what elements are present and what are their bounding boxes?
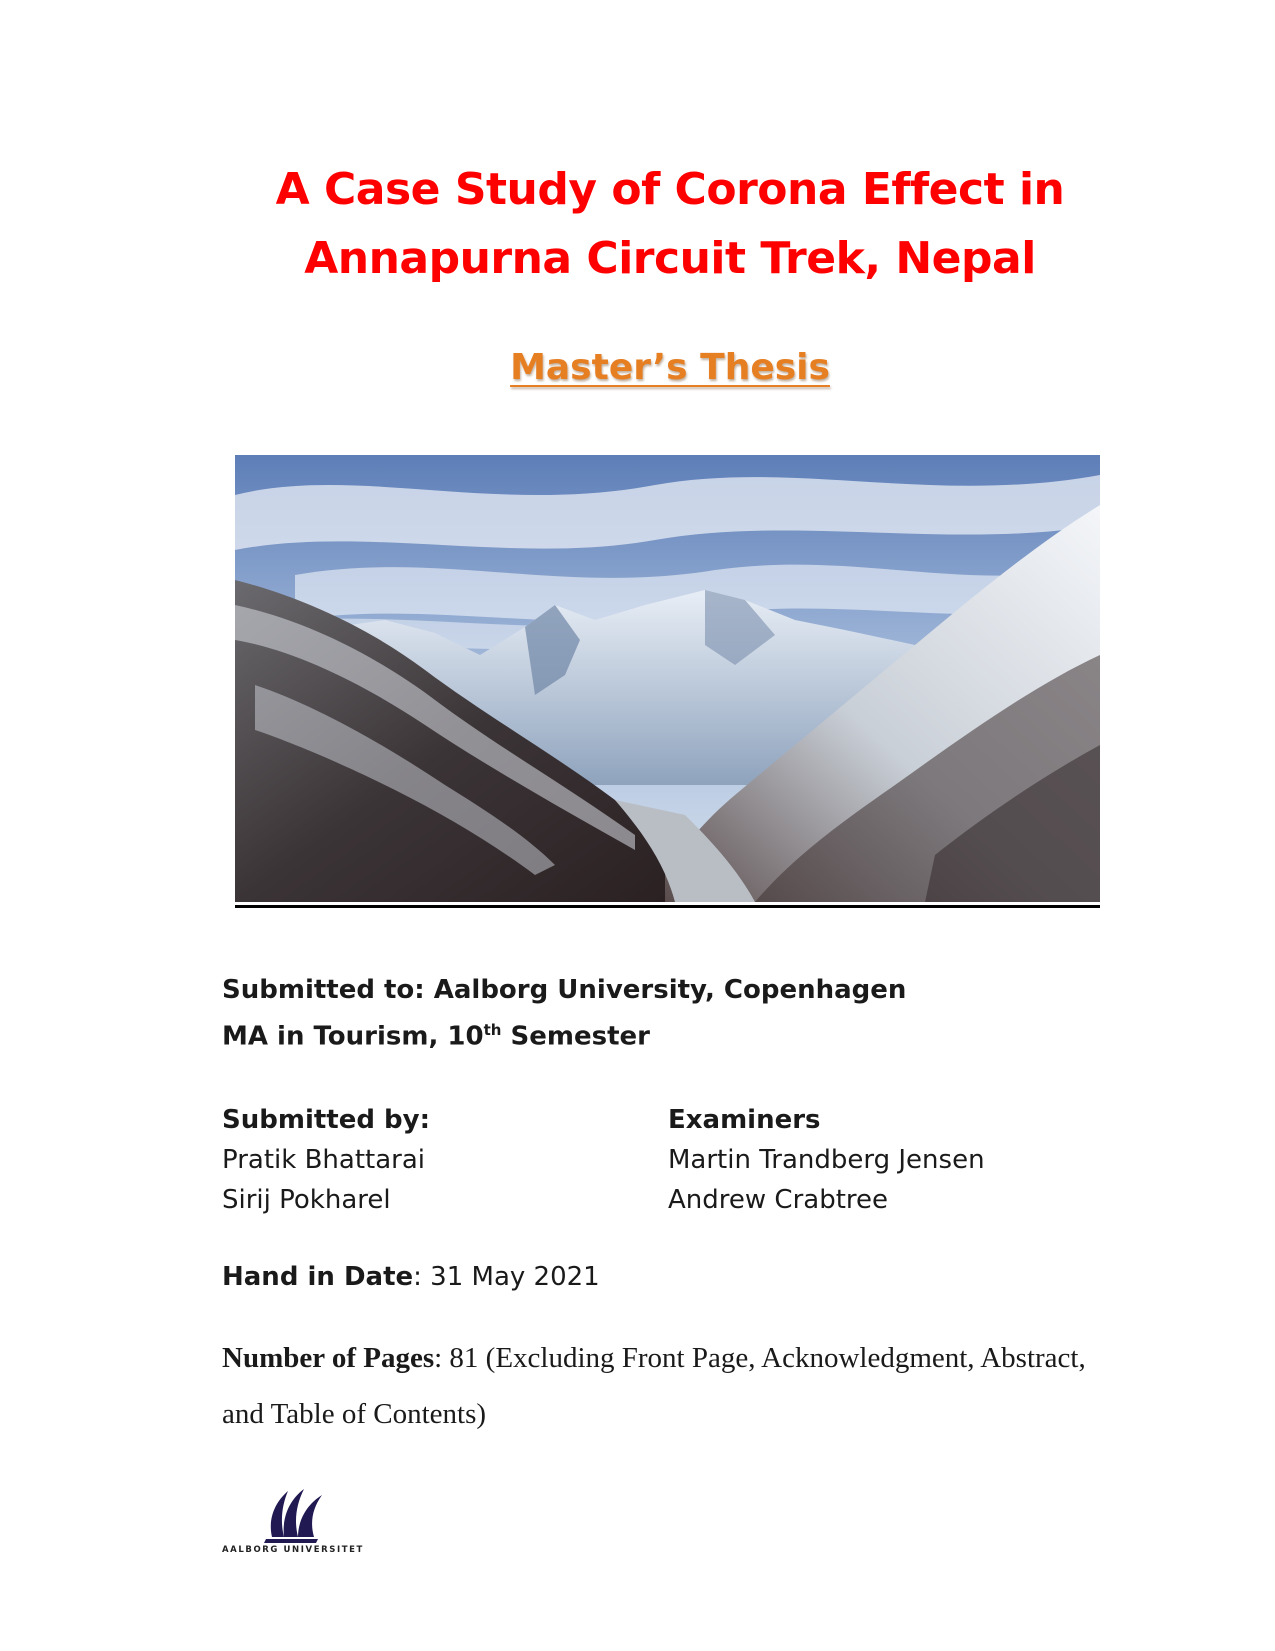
number-of-pages <box>222 1330 1122 1442</box>
submitted-to-line: Submitted to: Aalborg University, Copenhagen <box>222 975 907 1005</box>
examiner-name: Martin Trandberg Jensen <box>668 1145 985 1175</box>
title-line-1: A Case Study of Corona Effect in <box>275 164 1065 215</box>
submission-info <box>222 970 906 1057</box>
examiner-name: Andrew Crabtree <box>668 1185 888 1215</box>
pages-label: Number of Pages <box>222 1342 435 1374</box>
pages-value: : 81 (Excluding Front Page, Acknowledgment, Abstract, and Table of Contents) <box>222 1342 1086 1430</box>
mountain-valley-photo <box>235 455 1100 902</box>
program-line <box>222 1010 906 1057</box>
hand-in-label: Hand in Date <box>222 1262 414 1292</box>
document-title <box>180 155 1160 293</box>
hand-in-date <box>222 1262 600 1292</box>
submitted-by-heading: Submitted by: <box>222 1105 430 1135</box>
submitted-by-block <box>222 1100 430 1220</box>
photo-underline <box>235 905 1100 908</box>
program-prefix: MA in Tourism, 10 <box>222 1021 484 1052</box>
hand-in-value: : 31 May 2021 <box>413 1262 600 1292</box>
program-suffix: Semester <box>501 1021 650 1052</box>
author-name: Pratik Bhattarai <box>222 1145 425 1175</box>
examiners-heading: Examiners <box>668 1105 821 1135</box>
university-wordmark: AALBORG UNIVERSITET <box>222 1545 364 1555</box>
title-line-2: Annapurna Circuit Trek, Nepal <box>304 233 1036 284</box>
document-subtitle: Master’s Thesis <box>510 347 830 388</box>
author-name: Sirij Pokharel <box>222 1185 391 1215</box>
examiners-block <box>668 1100 985 1220</box>
program-superscript: th <box>483 1021 502 1039</box>
